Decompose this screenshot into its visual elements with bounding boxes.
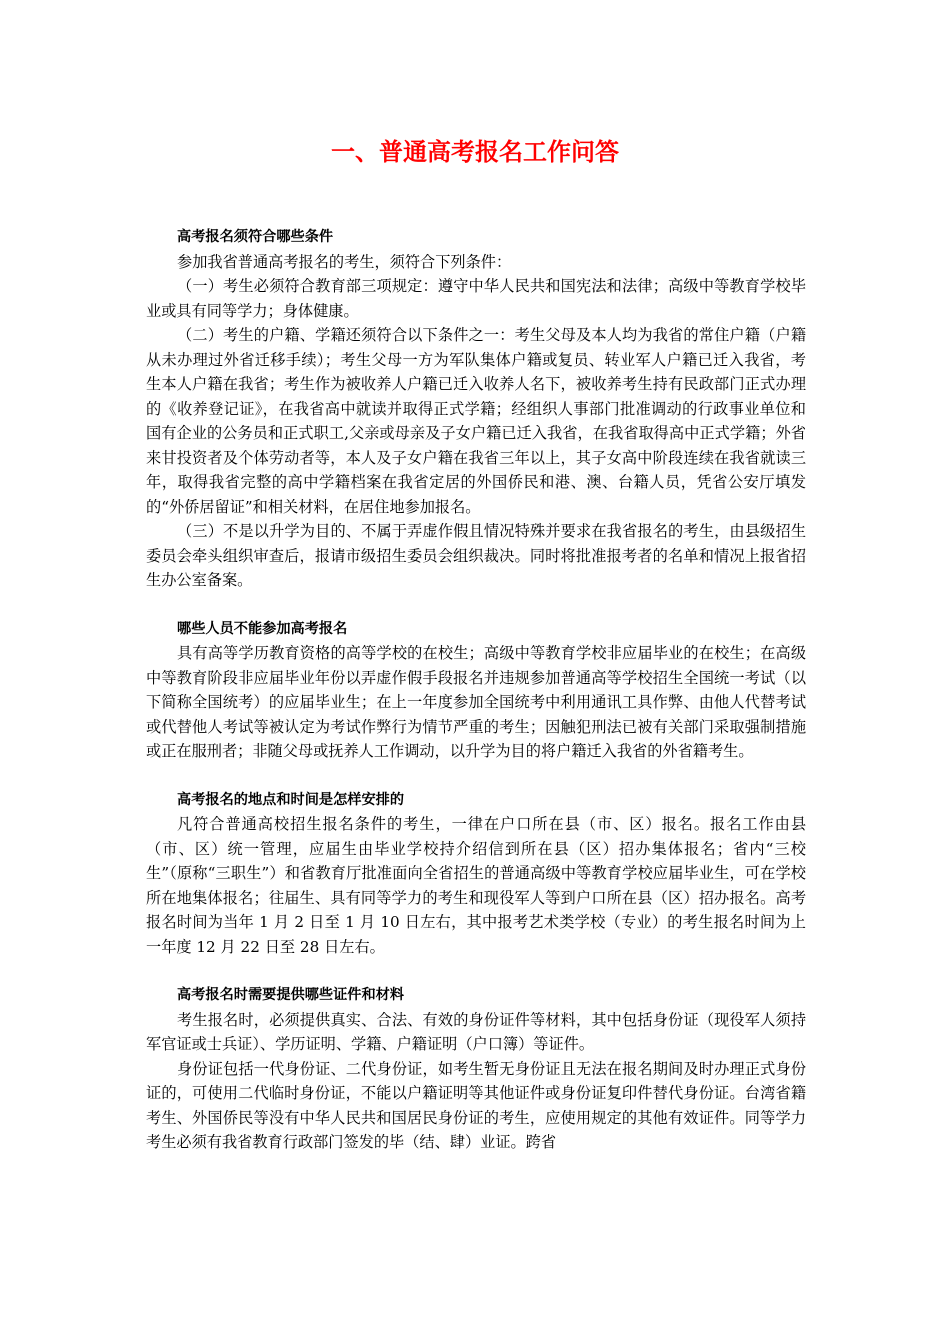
paragraph: 参加我省普通高考报名的考生，须符合下列条件： — [177, 252, 512, 271]
page-title: 一、普通高考报名工作问答 — [331, 138, 619, 166]
section-heading: 高考报名须符合哪些条件 — [177, 229, 334, 245]
paragraph: （二）考生的户籍、学籍还须符合以下条件之一：考生父母及本人均为我省的常住户籍（户籍从未办理过外省迁移手续）；考生父母一方为军队集体户籍或复员、转业军人户籍已迁入我省，考生本人户籍在我省；考生作为被收养人户籍已迁入收养人名下，被收养考生持有民政部门正式办理的《收养登记证》，在我省高中就读并取得正式学籍；经组织人事部门批准调动的行政事业单位和国有企业的公务员和正式职工,父亲或母亲及子女户籍已迁入我省，在我省取得高中正式学籍；外省来甘投资者及个体劳动者等，本人及子女户籍在我省三年以上，其子女高中阶段连续在我省就读三年，取得我省完整的高中学籍档案在我省定居的外国侨民和港、澳、台籍人员，凭省公安厅填发的“外侨居留证”和相关材料，在居住地参加报名。 — [146, 326, 806, 516]
section-spacer — [146, 959, 806, 983]
section-documents — [146, 983, 806, 1155]
paragraph: 身份证包括一代身份证、二代身份证，如考生暂无身份证且无法在报名期间及时办理正式身份证的，可使用二代临时身份证，不能以户籍证明等其他证件或身份证复印件替代身份证。台湾省籍考生、外国侨民等没有中华人民共和国居民身份证的考生，应使用规定的其他有效证件。同等学力考生必须有我省教育行政部门签发的毕（结、肆）业证。跨省 — [146, 1059, 806, 1151]
section-location-time — [146, 788, 806, 960]
document-body — [146, 225, 806, 1155]
paragraph: 考生报名时，必须提供真实、合法、有效的身份证件等材料，其中包括身份证（现役军人须持军官证或士兵证）、学历证明、学籍、户籍证明（户口簿）等证件。 — [146, 1010, 806, 1053]
section-eligibility — [146, 225, 806, 593]
section-spacer — [146, 764, 806, 788]
section-spacer — [146, 593, 806, 617]
section-ineligible — [146, 617, 806, 764]
paragraph: （一）考生必须符合教育部三项规定：遵守中华人民共和国宪法和法律；高级中等教育学校毕业或具有同等学力；身体健康。 — [146, 277, 806, 320]
paragraph: 具有高等学历教育资格的高等学校的在校生；高级中等教育学校非应届毕业的在校生；在高级中等教育阶段非应届毕业年份以弄虚作假手段报名并违规参加普通高等学校招生全国统一考试（以下简称全国统考）的应届毕业生；在上一年度参加全国统考中利用通讯工具作弊、由他人代替考试或代替他人考试等被认定为考试作弊行为情节严重的考生；因触犯刑法已被有关部门采取强制措施或正在服刑者；非随父母或抚养人工作调动，以升学为目的将户籍迁入我省的外省籍考生。 — [146, 644, 806, 760]
paragraph: （三）不是以升学为目的、不属于弄虚作假且情况特殊并要求在我省报名的考生，由县级招生委员会牵头组织审查后，报请市级招生委员会组织裁决。同时将批准报考者的名单和情况上报省招生办公室备案。 — [146, 522, 806, 589]
section-heading: 哪些人员不能参加高考报名 — [177, 620, 348, 637]
section-heading: 高考报名时需要提供哪些证件和材料 — [177, 987, 405, 1003]
paragraph: 凡符合普通高校招生报名条件的考生，一律在户口所在县（市、区）报名。报名工作由县（市、区）统一管理，应届生由毕业学校持介绍信到所在县（区）招办集体报名；省内“三校生”（原称“三职生”）和省教育厅批准面向全省招生的普通高级中等教育学校应届毕业生，可在学校所在地集体报名；往届生、具有同等学力的考生和现役军人等到户口所在县（区）招办报名。高考报名时间为当年 1 月 2 日至 1 月 10 日左右，其中报考艺术类学校（专业）的考生报名时间为上一年度 12 月 22 日至 28 日左右。 — [146, 815, 806, 956]
section-heading: 高考报名的地点和时间是怎样安排的 — [177, 791, 405, 808]
